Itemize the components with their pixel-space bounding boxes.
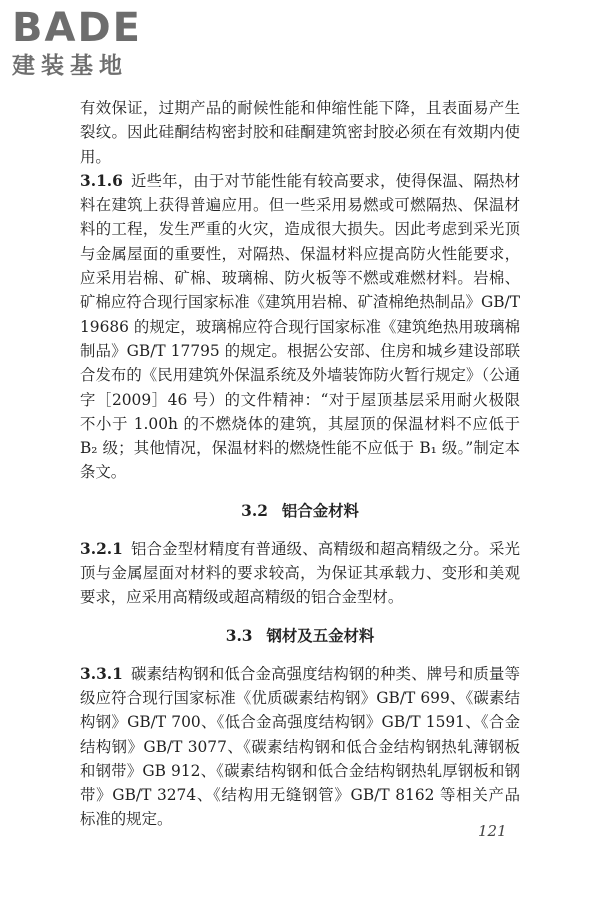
paragraph-continuation: 有效保证，过期产品的耐候性能和伸缩性能下降，且表面易产生裂纹。因此硅酮结构密封胶和硅酮建筑密封胶必须在有效期内使用。 xyxy=(80,99,520,166)
logo-subtitle: 建装基地 xyxy=(12,53,128,79)
clause-text: 碳素结构钢和低合金高强度结构钢的种类、牌号和质量等级应符合现行国家标准《优质碳素结构钢》GB/T 699、《碳素结构钢》GB/T 700、《低合金高强度结构钢》GB/T 1591、《合金结构钢》GB/T 3077、《碳素结构钢和低合金结构钢热轧薄钢板和钢带》GB 912、《碳素结构钢和低合金结构钢热轧厚钢板和钢带》GB/T 3274、《结构用无缝钢管》GB/T 8162 等相关产品标准的规定。 xyxy=(80,664,520,829)
clause-number: 3.2.1 xyxy=(80,539,123,558)
page-number: 121 xyxy=(478,822,507,840)
section-title: 铝合金材料 xyxy=(281,501,359,520)
clause-3-3-1 xyxy=(80,662,520,832)
clause-3-1-6 xyxy=(80,169,520,485)
clause-3-2-1 xyxy=(80,537,520,610)
section-heading-3-2 xyxy=(80,499,520,523)
section-number: 3.3 xyxy=(225,626,253,645)
section-heading-3-3 xyxy=(80,624,520,648)
clause-number: 3.3.1 xyxy=(80,664,123,683)
clause-number: 3.1.6 xyxy=(80,171,123,190)
section-number: 3.2 xyxy=(241,501,268,520)
clause-text: 近些年，由于对节能性能有较高要求，使得保温、隔热材料在建筑上获得普遍应用。但一些采用易燃或可燃隔热、保温材料的工程，发生严重的火灾，造成很大损失。因此考虑到采光顶与金属屋面的重要性，对隔热、保温材料应提高防火性能要求，应采用岩棉、矿棉、玻璃棉、防火板等不燃或难燃材料。岩棉、矿棉应符合现行国家标准《建筑用岩棉、矿渣棉绝热制品》GB/T 19686 的规定，玻璃棉应符合现行国家标准《建筑绝热用玻璃棉制品》GB/T 17795 的规定。根据公安部、住房和城乡建设部联合发布的《民用建筑外保温系统及外墙装饰防火暂行规定》（公通字［2009］46 号）的文件精神：“对于屋顶基层采用耐火极限不小于 1.00h 的不燃烧体的建筑，其屋顶的保温材料不应低于 B₂ 级；其他情况，保温材料的燃烧性能不应低于 B₁ 级。”制定本条文。 xyxy=(80,171,520,482)
clause-text: 铝合金型材精度有普通级、高精级和超高精级之分。采光顶与金属屋面对材料的要求较高，为保证其承载力、变形和美观要求，应采用高精级或超高精级的铝合金型材。 xyxy=(80,539,520,607)
page-body xyxy=(80,96,520,832)
logo-wordmark: BADE xyxy=(12,5,142,51)
section-title: 钢材及五金材料 xyxy=(266,626,375,645)
bade-logo xyxy=(12,6,177,80)
